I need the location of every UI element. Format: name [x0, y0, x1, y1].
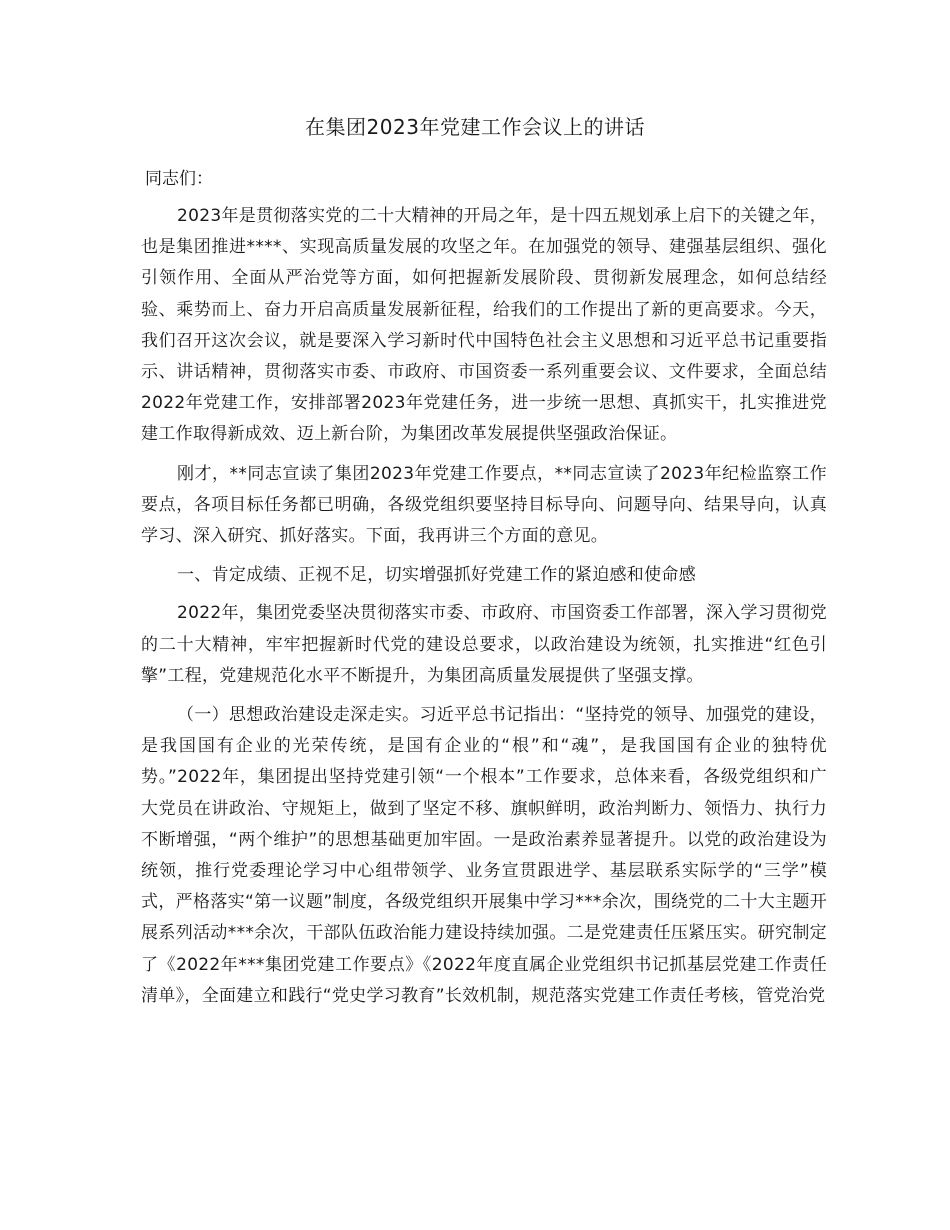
- paragraph-agenda: 刚才，**同志宣读了集团2023年党建工作要点，**同志宣读了2023年纪检监察工作要点，各项目标任务都已明确，各级党组织要坚持目标导向、问题导向、结果导向，认真学习、深入研究、抓好落实。下面，我再讲三个方面的意见。: [141, 463, 827, 547]
- salutation: 同志们：: [145, 169, 213, 189]
- document-title: 在集团2023年党建工作会议上的讲话: [305, 115, 645, 139]
- section-heading-one: 一、肯定成绩、正视不足，切实增强抓好党建工作的紧迫感和使命感: [177, 565, 696, 586]
- paragraph-2022-summary: 2022年，集团党委坚决贯彻落实市委、市政府、市国资委工作部署，深入学习贯彻党的二十大精神，牢牢把握新时代党的建设总要求，以政治建设为统领，扎实推进“红色引擎”工程，党建规范化水平不断提升，为集团高质量发展提供了坚强支撑。: [141, 603, 827, 686]
- document-body: [141, 164, 827, 1020]
- paragraph-intro: 2023年是贯彻落实党的二十大精神的开局之年，是十四五规划承上启下的关键之年，也是集团推进****、实现高质量发展的攻坚之年。在加强党的领导、建强基层组织、强化引领作用、全面从严治党等方面，如何把握新发展阶段、贯彻新发展理念，如何总结经验、乘势而上、奋力开启高质量发展新征程，给我们的工作提出了新的更高要求。今天，我们召开这次会议，就是要深入学习新时代中国特色社会主义思想和习近平总书记重要指示、讲话精神，贯彻落实市委、市政府、市国资委一系列重要会议、文件要求，全面总结2022年党建工作，安排部署2023年党建任务，进一步统一思想、真抓实干，扎实推进党建工作取得新成效、迈上新台阶，为集团改革发展提供坚强政治保证。: [141, 206, 827, 445]
- paragraph-political-construction: （一）思想政治建设走深走实。习近平总书记指出：“坚持党的领导、加强党的建设，是我国国有企业的光荣传统，是国有企业的“根”和“魂”，是我国国有企业的独特优势。”2022年，集团提出坚持党建引领“一个根本”工作要求，总体来看，各级党组织和广大党员在讲政治、守规矩上，做到了坚定不移、旗帜鲜明，政治判断力、领悟力、执行力不断增强，“两个维护”的思想基础更加牢固。一是政治素养显著提升。以党的政治建设为统领，推行党委理论学习中心组带领学、业务宣贯跟进学、基层联系实际学的“三学”模式，严格落实“第一议题”制度，各级党组织开展集中学习***余次，围绕党的二十大主题开展系列活动***余次，干部队伍政治能力建设持续加强。二是党建责任压紧压实。研究制定了《2022年***集团党建工作要点》《2022年度直属企业党组织书记抓基层党建工作责任清单》，全面建立和践行“党史学习教育”长效机制，规范落实党建工作责任考核，管党治党: [141, 705, 827, 1006]
